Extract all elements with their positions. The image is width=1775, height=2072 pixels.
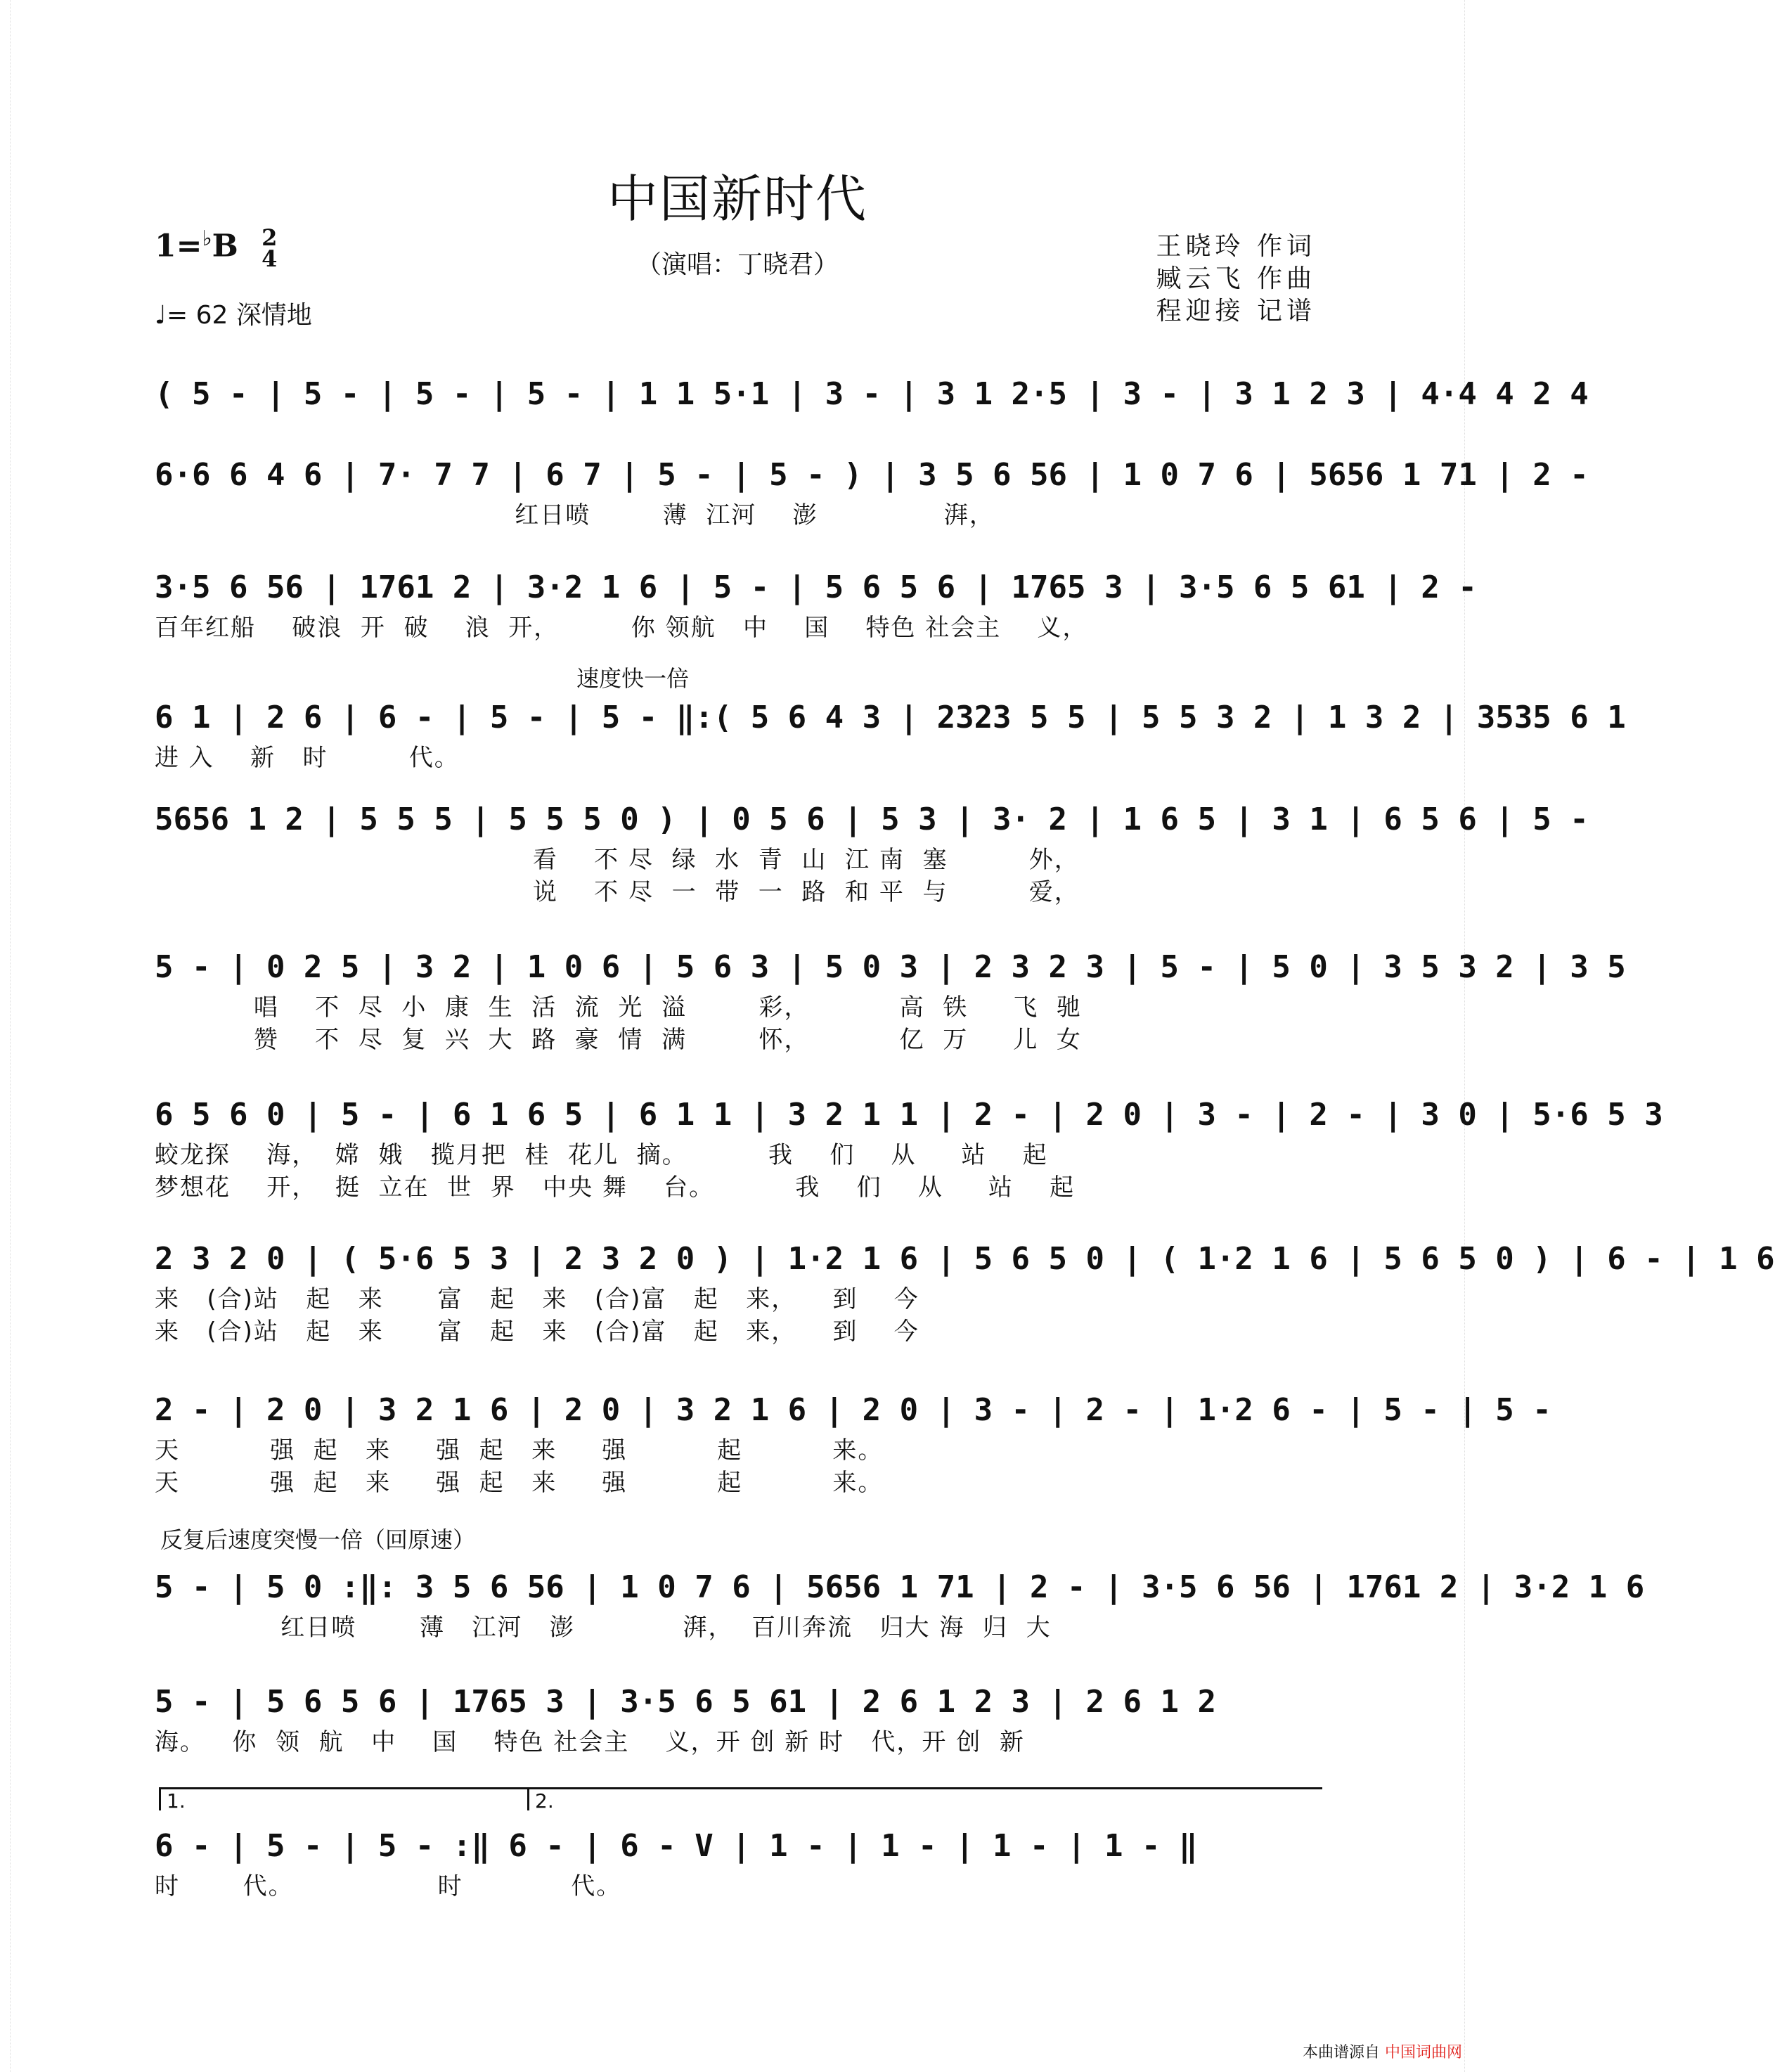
key-label: 1= [155,228,202,264]
score-row-3 [155,562,1477,644]
source-footer [1303,2040,1462,2062]
time-top: 2 [262,224,278,252]
score-row-8 [155,1234,1775,1346]
notes-line: ( 5 - | 5 - | 5 - | 5 - | 1 1 5·1 | 3 - | 3 1 2·5 | 3 - | 3 1 2 3 | 4·4 4 2 4 [155,375,1589,412]
footer-source-label: 本曲谱源自 [1302,2044,1380,2061]
lyricist-credit: 王晓玲 作词 [1156,232,1316,261]
key-note: B [212,228,238,264]
right-margin-decoration [1464,0,1475,2072]
lyrics-line: 红日喷 薄 江河 澎 湃， [155,501,995,529]
lyrics-line [155,418,1322,451]
lyrics-line: 百年红船 破浪 开 破 浪 开， 你 领航 中 国 特色 社会主 义， [155,614,1088,642]
notes-line: 3·5 6 56 | 1761 2 | 3·2 1 6 | 5 - | 5 6 5 6 | 1765 3 | 3·5 6 5 61 | 2 - [155,569,1477,605]
notes-line: 6 - | 5 - | 5 - :‖ 6 - | 6 - V | 1 - | 1 - | 1 - | 1 - ‖ [155,1827,1198,1864]
lyrics-line: 唱 不 尽 小 康 生 活 流 光 溢 彩， 高 铁 飞 驰 赞 不 尽 复 兴 大 路 豪 情 满 怀， 亿 万 儿 女 [253,993,1082,1054]
lyrics-line: 海。 你 领 航 中 国 特色 社会主 义，开 创 新 时 代，开 创 新 [155,1728,1025,1756]
footer-site-link[interactable]: 中国词曲网 [1384,2044,1462,2061]
speed-double-mark: 速度快一倍 [576,665,690,692]
lyrics-line: 天 强 起 来 强 起 来 强 起 来。 天 强 起 来 强 起 来 强 起 来。 [155,1436,884,1497]
notes-line: 6 1 | 2 6 | 6 - | 5 - | 5 - ‖:( 5 6 4 3 | 2323 5 5 | 5 5 3 2 | 1 3 2 | 3535 6 1 [155,699,1626,735]
lyrics-line: 看 不 尽 绿 水 青 山 江 南 塞 外， 说 不 尽 一 带 一 路 和 平 与 爱， [532,846,1080,906]
time-bottom: 4 [262,245,278,273]
credits [1156,231,1316,328]
transcriber-credit: 程迎接 记谱 [1156,297,1316,326]
notes-line: 6 5 6 0 | 5 - | 6 1 6 5 | 6 1 1 | 3 2 1 1 | 2 - | 2 0 | 3 - | 2 - | 3 0 | 5·6 5 3 [155,1096,1663,1133]
lyrics-line: 红日喷 薄 江河 澎 湃， 百川奔流 归大 海 归 大 [155,1614,1052,1642]
score-row-11 [155,1677,1322,1758]
repeat-note-mark: 反复后速度突慢一倍（回原速） [160,1526,476,1553]
score-row-2 [155,450,1589,532]
notes-line: 5 - | 5 0 :‖: 3 5 6 56 | 1 0 7 6 | 5656 1 71 | 2 - | 3·5 6 56 | 1761 2 | 3·2 1 6 [155,1569,1645,1605]
notes-line: 2 - | 2 0 | 3 2 1 6 | 2 0 | 3 2 1 6 | 2 0 | 3 - | 2 - | 1·2 6 - | 5 - | 5 - [155,1391,1551,1428]
score-row-7 [155,1090,1663,1202]
tempo-marking: ♩= 62 深情地 [155,301,312,330]
lyrics-line: 进 入 新 时 代。 [155,744,460,772]
key-signature [155,224,278,273]
volta-bracket-1: 1. [159,1787,529,1810]
time-signature [262,224,278,273]
lyrics-line: 时 代。 时 代。 [155,1872,622,1900]
composer-credit: 臧云飞 作曲 [1156,264,1316,293]
notes-line: 5656 1 2 | 5 5 5 | 5 5 5 0 ) | 0 5 6 | 5 3 | 3· 2 | 1 6 5 | 3 1 | 6 5 6 | 5 - [155,801,1589,837]
notes-line: 2 3 2 0 | ( 5·6 5 3 | 2 3 2 0 ) | 1·2 1 6 | 5 6 5 0 | ( 1·2 1 6 | 5 6 5 0 ) | 6 - | 1 6 [155,1240,1775,1277]
notes-line: 5 - | 5 6 5 6 | 1765 3 | 3·5 6 5 61 | 2 6 1 2 3 | 2 6 1 2 [155,1683,1216,1720]
score-row-6 [155,942,1626,1054]
score-row-1 [155,369,1589,451]
notes-line: 6·6 6 4 6 | 7· 7 7 | 6 7 | 5 - | 5 - ) | 3 5 6 56 | 1 0 7 6 | 5656 1 71 | 2 - [155,456,1589,493]
song-title: 中国新时代 [607,169,867,229]
score-row-5 [155,794,1589,906]
volta-bracket-2: 2. [527,1787,1322,1810]
lyrics-line: 蛟龙探 海， 嫦 娥 揽月把 桂 花儿 摘。 我 们 从 站 起 梦想花 开， 挺 立在 世 界 中央 舞 台。 我 们 从 站 起 [155,1141,1076,1202]
flat-sign: ♭ [202,226,212,251]
lyrics-line: 来 (合)站 起 来 富 起 来 (合)富 起 来， 到 今 来 (合)站 起 来 富 起 来 (合)富 起 来， 到 今 [155,1285,919,1346]
score-row-9 [155,1385,1551,1497]
notes-line: 5 - | 0 2 5 | 3 2 | 1 0 6 | 5 6 3 | 5 0 3 | 2 3 2 3 | 5 - | 5 0 | 3 5 3 2 | 3 5 [155,948,1626,985]
score-row-10 [155,1562,1645,1644]
singer-line: （演唱：丁晓君） [635,250,839,279]
score-row-12 [155,1821,1322,1903]
left-margin-decoration [0,0,11,2072]
score-row-4 [155,693,1626,774]
